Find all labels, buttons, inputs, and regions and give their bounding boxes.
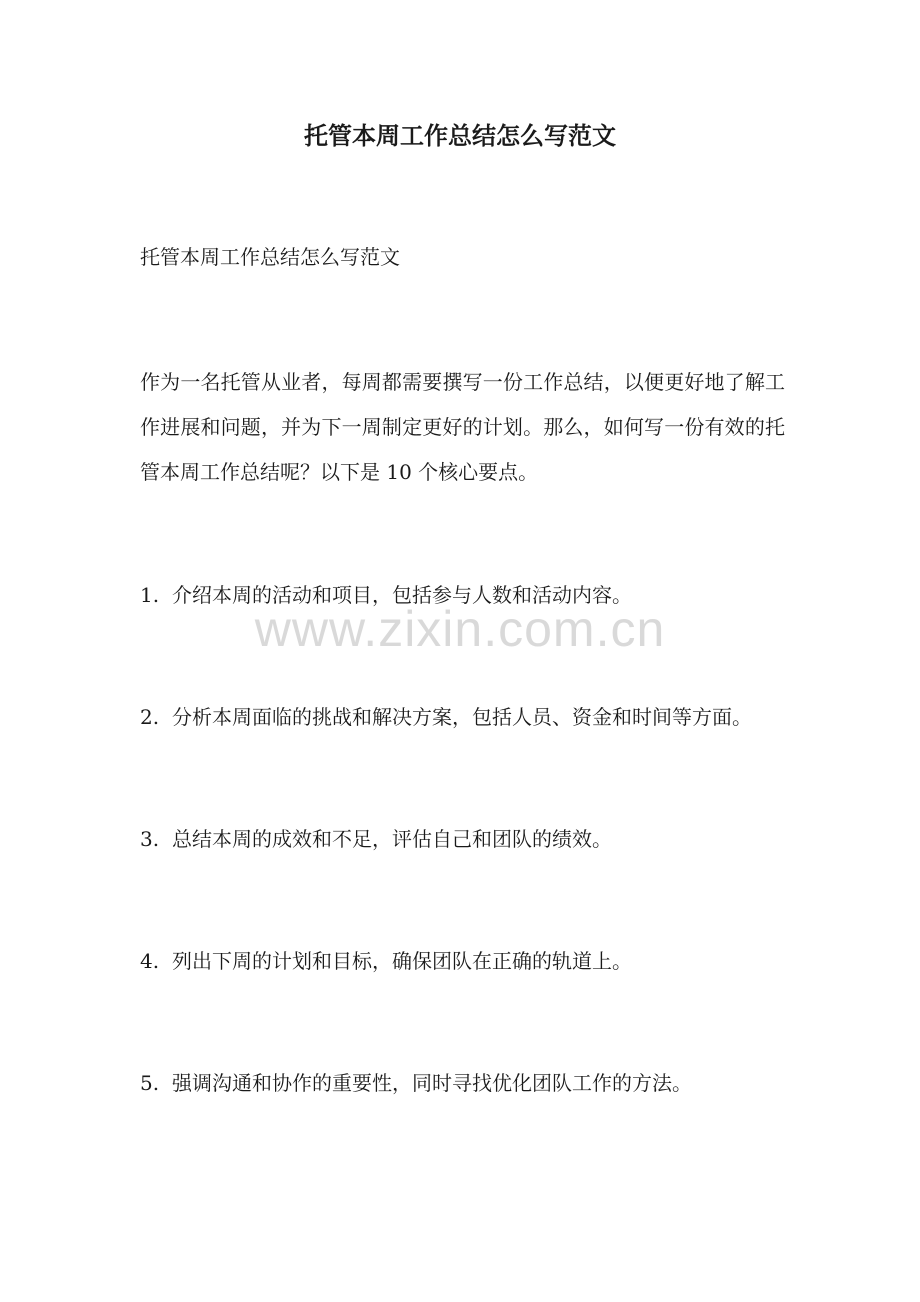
- list-item-number: 1.: [140, 583, 160, 607]
- intro-paragraph: 作为一名托管从业者，每周都需要撰写一份工作总结，以便更好地了解工作进展和问题，并为下一周制定更好的计划。那么，如何写一份有效的托管本周工作总结呢？以下是 10 个核心要点。: [140, 370, 785, 484]
- list-item: [140, 944, 632, 978]
- list-item: [140, 1066, 692, 1100]
- list-item: [140, 700, 752, 734]
- list-item: [140, 822, 612, 856]
- list-item-number: 2.: [140, 705, 160, 729]
- list-item-text: 列出下周的计划和目标，确保团队在正确的轨道上。: [172, 949, 632, 973]
- list-item-number: 3.: [140, 827, 160, 851]
- list-item-number: 4.: [140, 949, 160, 973]
- document-subtitle: 托管本周工作总结怎么写范文: [140, 245, 400, 269]
- list-item-text: 分析本周面临的挑战和解决方案，包括人员、资金和时间等方面。: [172, 705, 752, 729]
- document-title: 托管本周工作总结怎么写范文: [304, 121, 616, 150]
- list-item-text: 强调沟通和协作的重要性，同时寻找优化团队工作的方法。: [172, 1071, 692, 1095]
- list-item-number: 5.: [140, 1071, 160, 1095]
- watermark: www.zixin.com.cn: [254, 601, 666, 657]
- list-item: [140, 578, 632, 612]
- list-item-text: 介绍本周的活动和项目，包括参与人数和活动内容。: [172, 583, 632, 607]
- list-item-text: 总结本周的成效和不足，评估自己和团队的绩效。: [172, 827, 612, 851]
